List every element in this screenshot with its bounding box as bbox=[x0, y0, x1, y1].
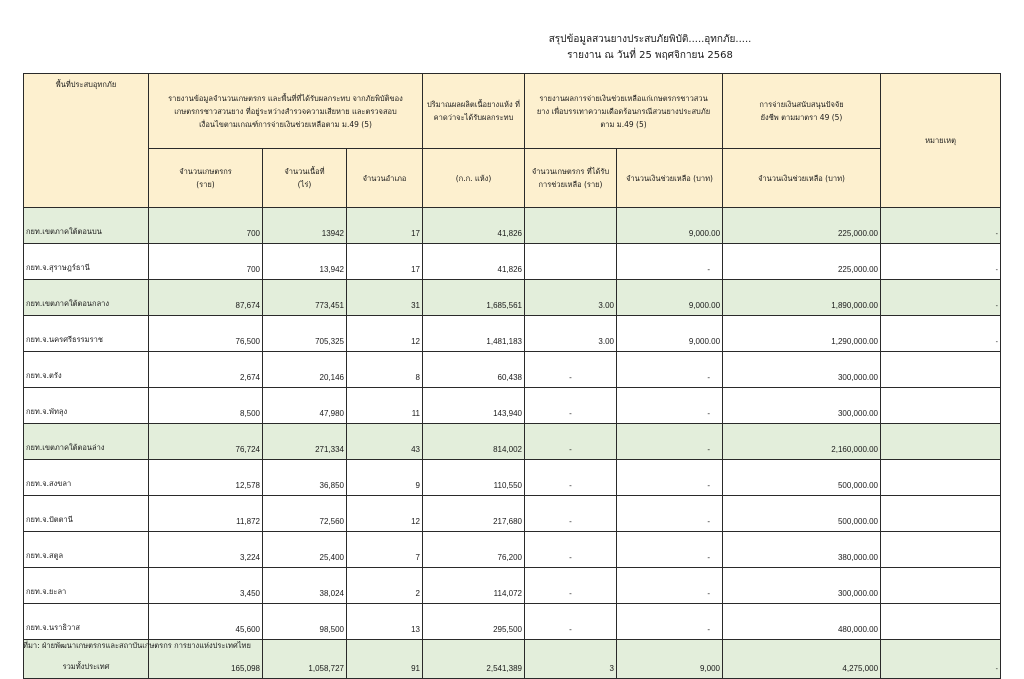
header-farmers: จำนวนเกษตรกร (ราย) bbox=[149, 149, 263, 208]
cell-rai: 72,560 bbox=[263, 496, 347, 532]
cell-aided: - bbox=[525, 424, 617, 460]
cell-remark bbox=[881, 496, 1001, 532]
cell-yield: 1,481,183 bbox=[423, 316, 525, 352]
cell-farmers: 45,600 bbox=[149, 604, 263, 640]
total-aid: 9,000 bbox=[617, 640, 723, 679]
cell-farmers: 11,872 bbox=[149, 496, 263, 532]
cell-name: กยท.จ.สงขลา bbox=[24, 460, 149, 496]
cell-remark: - bbox=[881, 208, 1001, 244]
cell-aid: - bbox=[617, 496, 723, 532]
cell-aided: - bbox=[525, 532, 617, 568]
cell-districts: 8 bbox=[347, 352, 423, 388]
cell-farmers: 76,500 bbox=[149, 316, 263, 352]
province-row bbox=[24, 244, 1001, 280]
cell-support: 1,290,000.00 bbox=[723, 316, 881, 352]
cell-remark: - bbox=[881, 280, 1001, 316]
cell-yield: 217,680 bbox=[423, 496, 525, 532]
cell-districts: 13 bbox=[347, 604, 423, 640]
cell-aided: - bbox=[525, 352, 617, 388]
cell-rai: 20,146 bbox=[263, 352, 347, 388]
source-note: ที่มา: ฝ่ายพัฒนาเกษตรกรและสถาบันเกษตรกร การยางแห่งประเทศไทย bbox=[23, 641, 251, 650]
cell-yield: 41,826 bbox=[423, 208, 525, 244]
cell-name: กยท.เขตภาคใต้ตอนล่าง bbox=[24, 424, 149, 460]
cell-yield: 143,940 bbox=[423, 388, 525, 424]
province-row bbox=[24, 316, 1001, 352]
cell-aided: - bbox=[525, 604, 617, 640]
header-support-amount: จำนวนเงินช่วยเหลือ (บาท) bbox=[723, 149, 881, 208]
cell-farmers: 3,450 bbox=[149, 568, 263, 604]
report-date: รายงาน ณ วันที่ 25 พฤศจิกายน 2568 bbox=[567, 50, 733, 61]
cell-rai: 98,500 bbox=[263, 604, 347, 640]
cell-rai: 13,942 bbox=[263, 244, 347, 280]
cell-rai: 773,451 bbox=[263, 280, 347, 316]
cell-aided: - bbox=[525, 388, 617, 424]
cell-rai: 38,024 bbox=[263, 568, 347, 604]
cell-aid: 9,000.00 bbox=[617, 316, 723, 352]
header-group-survey: รายงานข้อมูลจำนวนเกษตรกร และพื้นที่ที่ได้รับผลกระทบ จากภัยพิบัติของเกษตรกรชาวสวนยาง ที่อยู่ระหว่างสำรวจความเสียหาย และตรวจสอบเงื่อนไขตามเกณฑ์การจ่ายเงินช่วยเหลือตาม ม.49 (5) bbox=[149, 74, 423, 149]
cell-districts: 7 bbox=[347, 532, 423, 568]
province-row bbox=[24, 352, 1001, 388]
cell-name: กยท.เขตภาคใต้ตอนบน bbox=[24, 208, 149, 244]
total-remark: - bbox=[881, 640, 1001, 679]
cell-name: กยท.จ.พัทลุง bbox=[24, 388, 149, 424]
cell-support: 225,000.00 bbox=[723, 244, 881, 280]
cell-remark bbox=[881, 388, 1001, 424]
province-row bbox=[24, 568, 1001, 604]
cell-name: กยท.จ.นราธิวาส bbox=[24, 604, 149, 640]
cell-yield: 814,002 bbox=[423, 424, 525, 460]
cell-remark: - bbox=[881, 316, 1001, 352]
province-row bbox=[24, 532, 1001, 568]
cell-aid: 9,000.00 bbox=[617, 208, 723, 244]
cell-rai: 36,850 bbox=[263, 460, 347, 496]
cell-aided: - bbox=[525, 568, 617, 604]
report-title: สรุปข้อมูลสวนยางประสบภัยพิบัติ.....อุทกภัย..... bbox=[548, 34, 752, 45]
province-row bbox=[24, 388, 1001, 424]
cell-remark bbox=[881, 568, 1001, 604]
cell-rai: 47,980 bbox=[263, 388, 347, 424]
cell-yield: 76,200 bbox=[423, 532, 525, 568]
total-label: รวมทั้งประเทศ bbox=[24, 640, 149, 679]
cell-support: 380,000.00 bbox=[723, 532, 881, 568]
cell-aided: - bbox=[525, 460, 617, 496]
flood-summary-table bbox=[23, 73, 1001, 679]
cell-farmers: 12,578 bbox=[149, 460, 263, 496]
cell-name: กยท.จ.ปัตตานี bbox=[24, 496, 149, 532]
cell-remark bbox=[881, 352, 1001, 388]
cell-yield: 1,685,561 bbox=[423, 280, 525, 316]
cell-aid: - bbox=[617, 604, 723, 640]
cell-aid: - bbox=[617, 388, 723, 424]
total-support: 4,275,000 bbox=[723, 640, 881, 679]
cell-aided: 3.00 bbox=[525, 280, 617, 316]
cell-yield: 41,826 bbox=[423, 244, 525, 280]
cell-support: 500,000.00 bbox=[723, 496, 881, 532]
cell-rai: 271,334 bbox=[263, 424, 347, 460]
cell-aid: 9,000.00 bbox=[617, 280, 723, 316]
cell-support: 300,000.00 bbox=[723, 388, 881, 424]
cell-aid: - bbox=[617, 424, 723, 460]
cell-rai: 705,325 bbox=[263, 316, 347, 352]
cell-remark: - bbox=[881, 244, 1001, 280]
total-districts: 91 bbox=[347, 640, 423, 679]
header-aided-farmers: จำนวนเกษตรกร ที่ได้รับการช่วยเหลือ (ราย) bbox=[525, 149, 617, 208]
cell-name: กยท.จ.สตูล bbox=[24, 532, 149, 568]
cell-name: กยท.จ.ตรัง bbox=[24, 352, 149, 388]
total-aided: 3 bbox=[525, 640, 617, 679]
cell-aided: 3.00 bbox=[525, 316, 617, 352]
cell-districts: 9 bbox=[347, 460, 423, 496]
header-remarks: หมายเหตุ bbox=[881, 74, 1001, 208]
total-farmers: 165,098 bbox=[149, 640, 263, 679]
cell-yield: 60,438 bbox=[423, 352, 525, 388]
header-aid-amount: จำนวนเงินช่วยเหลือ (บาท) bbox=[617, 149, 723, 208]
cell-support: 2,160,000.00 bbox=[723, 424, 881, 460]
cell-name: กยท.จ.นครศรีธรรมราช bbox=[24, 316, 149, 352]
cell-farmers: 76,724 bbox=[149, 424, 263, 460]
cell-yield: 114,072 bbox=[423, 568, 525, 604]
cell-farmers: 2,674 bbox=[149, 352, 263, 388]
header-area: พื้นที่ประสบอุทกภัย bbox=[24, 74, 149, 208]
cell-aided: - bbox=[525, 496, 617, 532]
cell-districts: 17 bbox=[347, 208, 423, 244]
cell-aid: - bbox=[617, 352, 723, 388]
header-area-rai: จำนวนเนื้อที่ (ไร่) bbox=[263, 149, 347, 208]
cell-name: กยท.เขตภาคใต้ตอนกลาง bbox=[24, 280, 149, 316]
cell-districts: 12 bbox=[347, 496, 423, 532]
cell-districts: 31 bbox=[347, 280, 423, 316]
cell-farmers: 87,674 bbox=[149, 280, 263, 316]
total-rai: 1,058,727 bbox=[263, 640, 347, 679]
cell-remark bbox=[881, 532, 1001, 568]
province-row bbox=[24, 460, 1001, 496]
cell-support: 480,000.00 bbox=[723, 604, 881, 640]
header-group-aid: รายงานผลการจ่ายเงินช่วยเหลือแก่เกษตรกรชาวสวนยาง เพื่อบรรเทาความเดือดร้อนกรณีสวนยางประสบภัย ตาม ม.49 (5) bbox=[525, 74, 723, 149]
cell-yield: 295,500 bbox=[423, 604, 525, 640]
cell-rai: 13942 bbox=[263, 208, 347, 244]
region-row bbox=[24, 280, 1001, 316]
province-row bbox=[24, 604, 1001, 640]
cell-support: 1,890,000.00 bbox=[723, 280, 881, 316]
header-yield: ปริมาณผลผลิตเนื้อยางแห้ง ที่คาดว่าจะได้รับผลกระทบ bbox=[423, 74, 525, 149]
cell-aid: - bbox=[617, 460, 723, 496]
cell-remark bbox=[881, 460, 1001, 496]
cell-aid: - bbox=[617, 244, 723, 280]
cell-districts: 43 bbox=[347, 424, 423, 460]
cell-remark bbox=[881, 604, 1001, 640]
header-group-support: การจ่ายเงินสนับสนุนปัจจัยยังชีพ ตามมาตรา 49 (5) bbox=[723, 74, 881, 149]
cell-districts: 2 bbox=[347, 568, 423, 604]
cell-remark bbox=[881, 424, 1001, 460]
cell-name: กยท.จ.สุราษฎร์ธานี bbox=[24, 244, 149, 280]
cell-districts: 17 bbox=[347, 244, 423, 280]
cell-support: 500,000.00 bbox=[723, 460, 881, 496]
cell-name: กยท.จ.ยะลา bbox=[24, 568, 149, 604]
cell-farmers: 8,500 bbox=[149, 388, 263, 424]
cell-districts: 11 bbox=[347, 388, 423, 424]
cell-farmers: 700 bbox=[149, 208, 263, 244]
region-row bbox=[24, 424, 1001, 460]
total-yield: 2,541,389 bbox=[423, 640, 525, 679]
cell-support: 300,000.00 bbox=[723, 352, 881, 388]
region-row bbox=[24, 208, 1001, 244]
cell-rai: 25,400 bbox=[263, 532, 347, 568]
cell-support: 225,000.00 bbox=[723, 208, 881, 244]
cell-support: 300,000.00 bbox=[723, 568, 881, 604]
cell-farmers: 3,224 bbox=[149, 532, 263, 568]
cell-aid: - bbox=[617, 532, 723, 568]
cell-farmers: 700 bbox=[149, 244, 263, 280]
cell-aided bbox=[525, 208, 617, 244]
cell-aided bbox=[525, 244, 617, 280]
province-row bbox=[24, 496, 1001, 532]
cell-aid: - bbox=[617, 568, 723, 604]
cell-districts: 12 bbox=[347, 316, 423, 352]
cell-yield: 110,550 bbox=[423, 460, 525, 496]
header-districts: จำนวนอำเภอ bbox=[347, 149, 423, 208]
header-yield-unit: (ก.ก. แห้ง) bbox=[423, 149, 525, 208]
